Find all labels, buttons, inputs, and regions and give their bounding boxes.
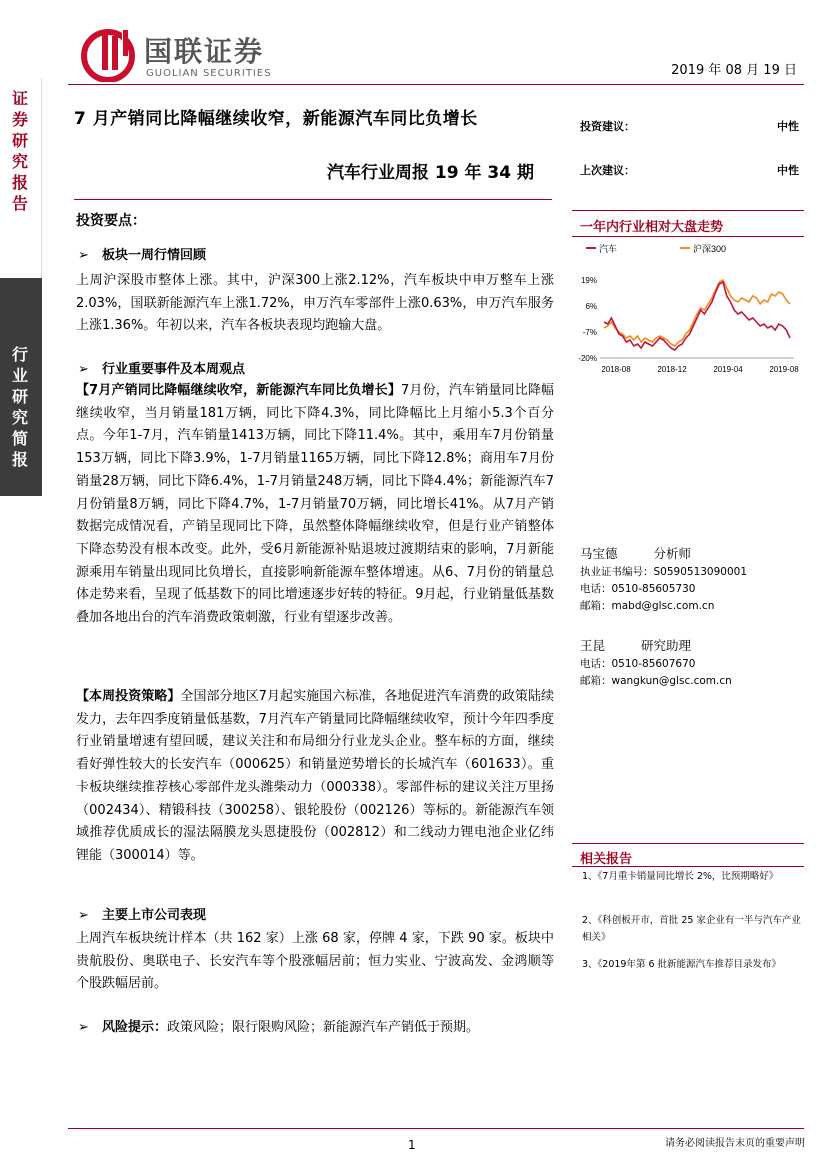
- logo-mark-icon: [80, 26, 140, 82]
- section1-heading: [78, 244, 206, 263]
- section3-body: 全国部分地区7月起实施国六标准，各地促进汽车消费的政策陆续发力，去年四季度销量低基数，7月汽车产销量同比降幅继续收窄，预计今年四季度行业销量增速有望回暖，建议关注和布局细分行业龙头企业。整车标的方面，继续看好弹性较大的长安汽车（000625）和销量逆势增长的长城汽车（601633）。重卡板块继续推荐核心零部件龙头潍柴动力（000338）。零部件标的建议关注万里扬（002434）、精锻科技（300258）、银轮股份（002126）等标的。新能源汽车领域推荐优质成长的湿法隔膜龙头恩捷股份（002812）和二线动力锂电池企业亿纬锂能（300014）等。: [76, 689, 554, 863]
- email-label: 邮箱：: [580, 600, 612, 612]
- analyst-role: 研究助理: [641, 638, 692, 653]
- related-heading-divider: [572, 866, 804, 867]
- chart-heading: 一年内行业相对大盘走势: [580, 220, 724, 235]
- analyst-name: 王昆: [580, 638, 606, 653]
- x-tick-label: 2019-08: [769, 365, 799, 374]
- rating-value: 中性: [777, 120, 799, 133]
- series-line-沪深300: [604, 280, 790, 346]
- phone-number: 0510-85605730: [611, 583, 696, 595]
- phone-label: 电话：: [580, 583, 612, 595]
- legend-label-car: 汽车: [599, 244, 618, 254]
- trend-chart-svg: [572, 236, 804, 386]
- company-logo: [80, 26, 310, 82]
- related-item[interactable]: 3、《2019年第 6 批新能源汽车推荐目录发布》: [582, 959, 782, 970]
- sidebar-top-label: 证券研究报告: [11, 89, 28, 213]
- legend-label-hs300: 沪深300: [693, 244, 727, 254]
- y-tick-label: 19%: [580, 276, 597, 285]
- phone-label: 电话：: [580, 658, 612, 670]
- section4-heading: [78, 904, 206, 923]
- arrow-icon: ➢: [78, 1020, 89, 1035]
- report-date: 2019 年 08 月 19 日: [671, 63, 797, 78]
- section3-bold-lead: 【本周投资策略】: [76, 689, 181, 704]
- email-address[interactable]: wangkun@glsc.com.cn: [611, 675, 732, 687]
- rating-label: 投资建议：: [580, 120, 635, 133]
- cert-number: S0590513090001: [653, 566, 748, 578]
- section2-heading: [78, 358, 245, 377]
- y-tick-label: -7%: [582, 328, 597, 337]
- chart-top-divider: [572, 210, 804, 211]
- section2-bold-lead: 【7月产销同比降幅继续收窄，新能源汽车同比负增长】: [76, 383, 401, 398]
- related-item[interactable]: 1、《7月重卡销量同比增长 2%，比预期略好》: [582, 871, 779, 882]
- section4-heading-text: 主要上市公司表现: [102, 908, 207, 923]
- sidebar-bottom: [0, 278, 42, 496]
- email-address[interactable]: mabd@glsc.com.cn: [611, 600, 715, 612]
- related-item[interactable]: 2、《科创板开市，首批 25 家企业有一半与汽车产业相关》: [582, 915, 801, 943]
- sidebar-bottom-label: 行业研究简报: [11, 345, 28, 469]
- email-label: 邮箱：: [580, 675, 612, 687]
- related-top-divider: [572, 843, 804, 844]
- analyst-card-2: [580, 637, 732, 690]
- y-tick-label: -20%: [578, 354, 597, 363]
- x-tick-label: 2019-04: [713, 365, 743, 374]
- phone-number: 0510-85607670: [611, 658, 696, 670]
- series-line-汽车: [604, 282, 790, 350]
- trend-chart: [572, 236, 804, 386]
- section5-text: 政策风险；限行限购风险；新能源汽车产销低于预期。: [167, 1020, 480, 1035]
- analyst-name: 马宝德: [580, 546, 618, 561]
- footer-disclaimer: 请务必阅读报告末页的重要声明: [665, 1138, 805, 1149]
- analyst-role: 分析师: [653, 546, 692, 561]
- analyst-card-1: [580, 545, 747, 615]
- page-number: 1: [408, 1138, 416, 1152]
- main-title: 7 月产销同比降幅继续收窄，新能源汽车同比负增长: [74, 109, 478, 129]
- section2-heading-text: 行业重要事件及本周观点: [102, 362, 246, 377]
- company-name-en: GUOLIAN SECURITIES: [146, 68, 272, 79]
- related-heading: 相关报告: [580, 852, 633, 867]
- section1-heading-text: 板块一周行情回顾: [102, 248, 207, 263]
- previous-rating-label: 上次建议：: [580, 164, 635, 177]
- section5-line: [78, 1016, 479, 1035]
- section2-body: 7月份，汽车销量同比降幅继续收窄，当月销量181万辆，同比下降4.3%，同比降幅比上月缩小5.3个百分点。今年1-7月，汽车销量1413万辆，同比下降11.4%。其中，乘用车7月份销量153万辆，同比下降3.9%，1-7月销量1165万辆，同比下降12.8%；商用车7月份销量28万辆，同比下降6.4%，1-7月销量248万辆，同比下降4.4%；新能源汽车7月份销量8万辆，同比下降4.7%，1-7月销量70万辆，同比增长41%。从7月产销数据完成情况看，产销呈现同比下降，虽然整体降幅继续收窄，但是行业产销整体下降态势没有根本改变。此外，受6月新能源补贴退坡过渡期结束的影响，7月新能源乘用车销量出现同比负增长，直接影响新能源车整体增速。从6、7月份的销量总体走势来看，呈现了低基数下的同比增速逐步好转的特征。9月起，行业销量低基数叠加各地出台的汽车消费政策刺激，行业有望逐步改善。: [76, 383, 555, 626]
- x-tick-label: 2018-08: [601, 365, 631, 374]
- company-name-cn: 国联证券: [144, 35, 265, 68]
- previous-rating-value: 中性: [777, 164, 799, 177]
- arrow-icon: ➢: [78, 362, 89, 377]
- arrow-icon: ➢: [78, 248, 89, 263]
- cert-label: 执业证书编号：: [580, 566, 654, 578]
- title-divider: [74, 199, 552, 200]
- y-tick-label: 6%: [585, 302, 597, 311]
- section5-heading: 风险提示：: [102, 1020, 168, 1035]
- footer-divider: [68, 1128, 804, 1129]
- sidebar-top: [0, 78, 42, 278]
- section1-text: 上周沪深股市整体上涨。其中，沪深300上涨2.12%，汽车板块中申万整车上涨2.03%，国联新能源汽车上涨1.72%，申万汽车零部件上涨0.63%，申万汽车服务上涨1.36%。年初以来，汽车各板块表现均跑输大盘。: [76, 273, 554, 334]
- invest-heading: 投资要点：: [76, 213, 146, 229]
- header-divider: [68, 84, 804, 85]
- section3-text: [76, 686, 554, 868]
- arrow-icon: ➢: [78, 908, 89, 923]
- x-tick-label: 2018-12: [657, 365, 687, 374]
- section2-text: [76, 380, 554, 630]
- section4-text: 上周汽车板块统计样本（共 162 家）上涨 68 家，停牌 4 家，下跌 90 家。板块中贵航股份、奥联电子、长安汽车等个股涨幅居前；恒力实业、宁波高发、金鸿顺等个股跌幅居前。: [76, 931, 554, 992]
- sub-title: 汽车行业周报 19 年 34 期: [327, 163, 534, 183]
